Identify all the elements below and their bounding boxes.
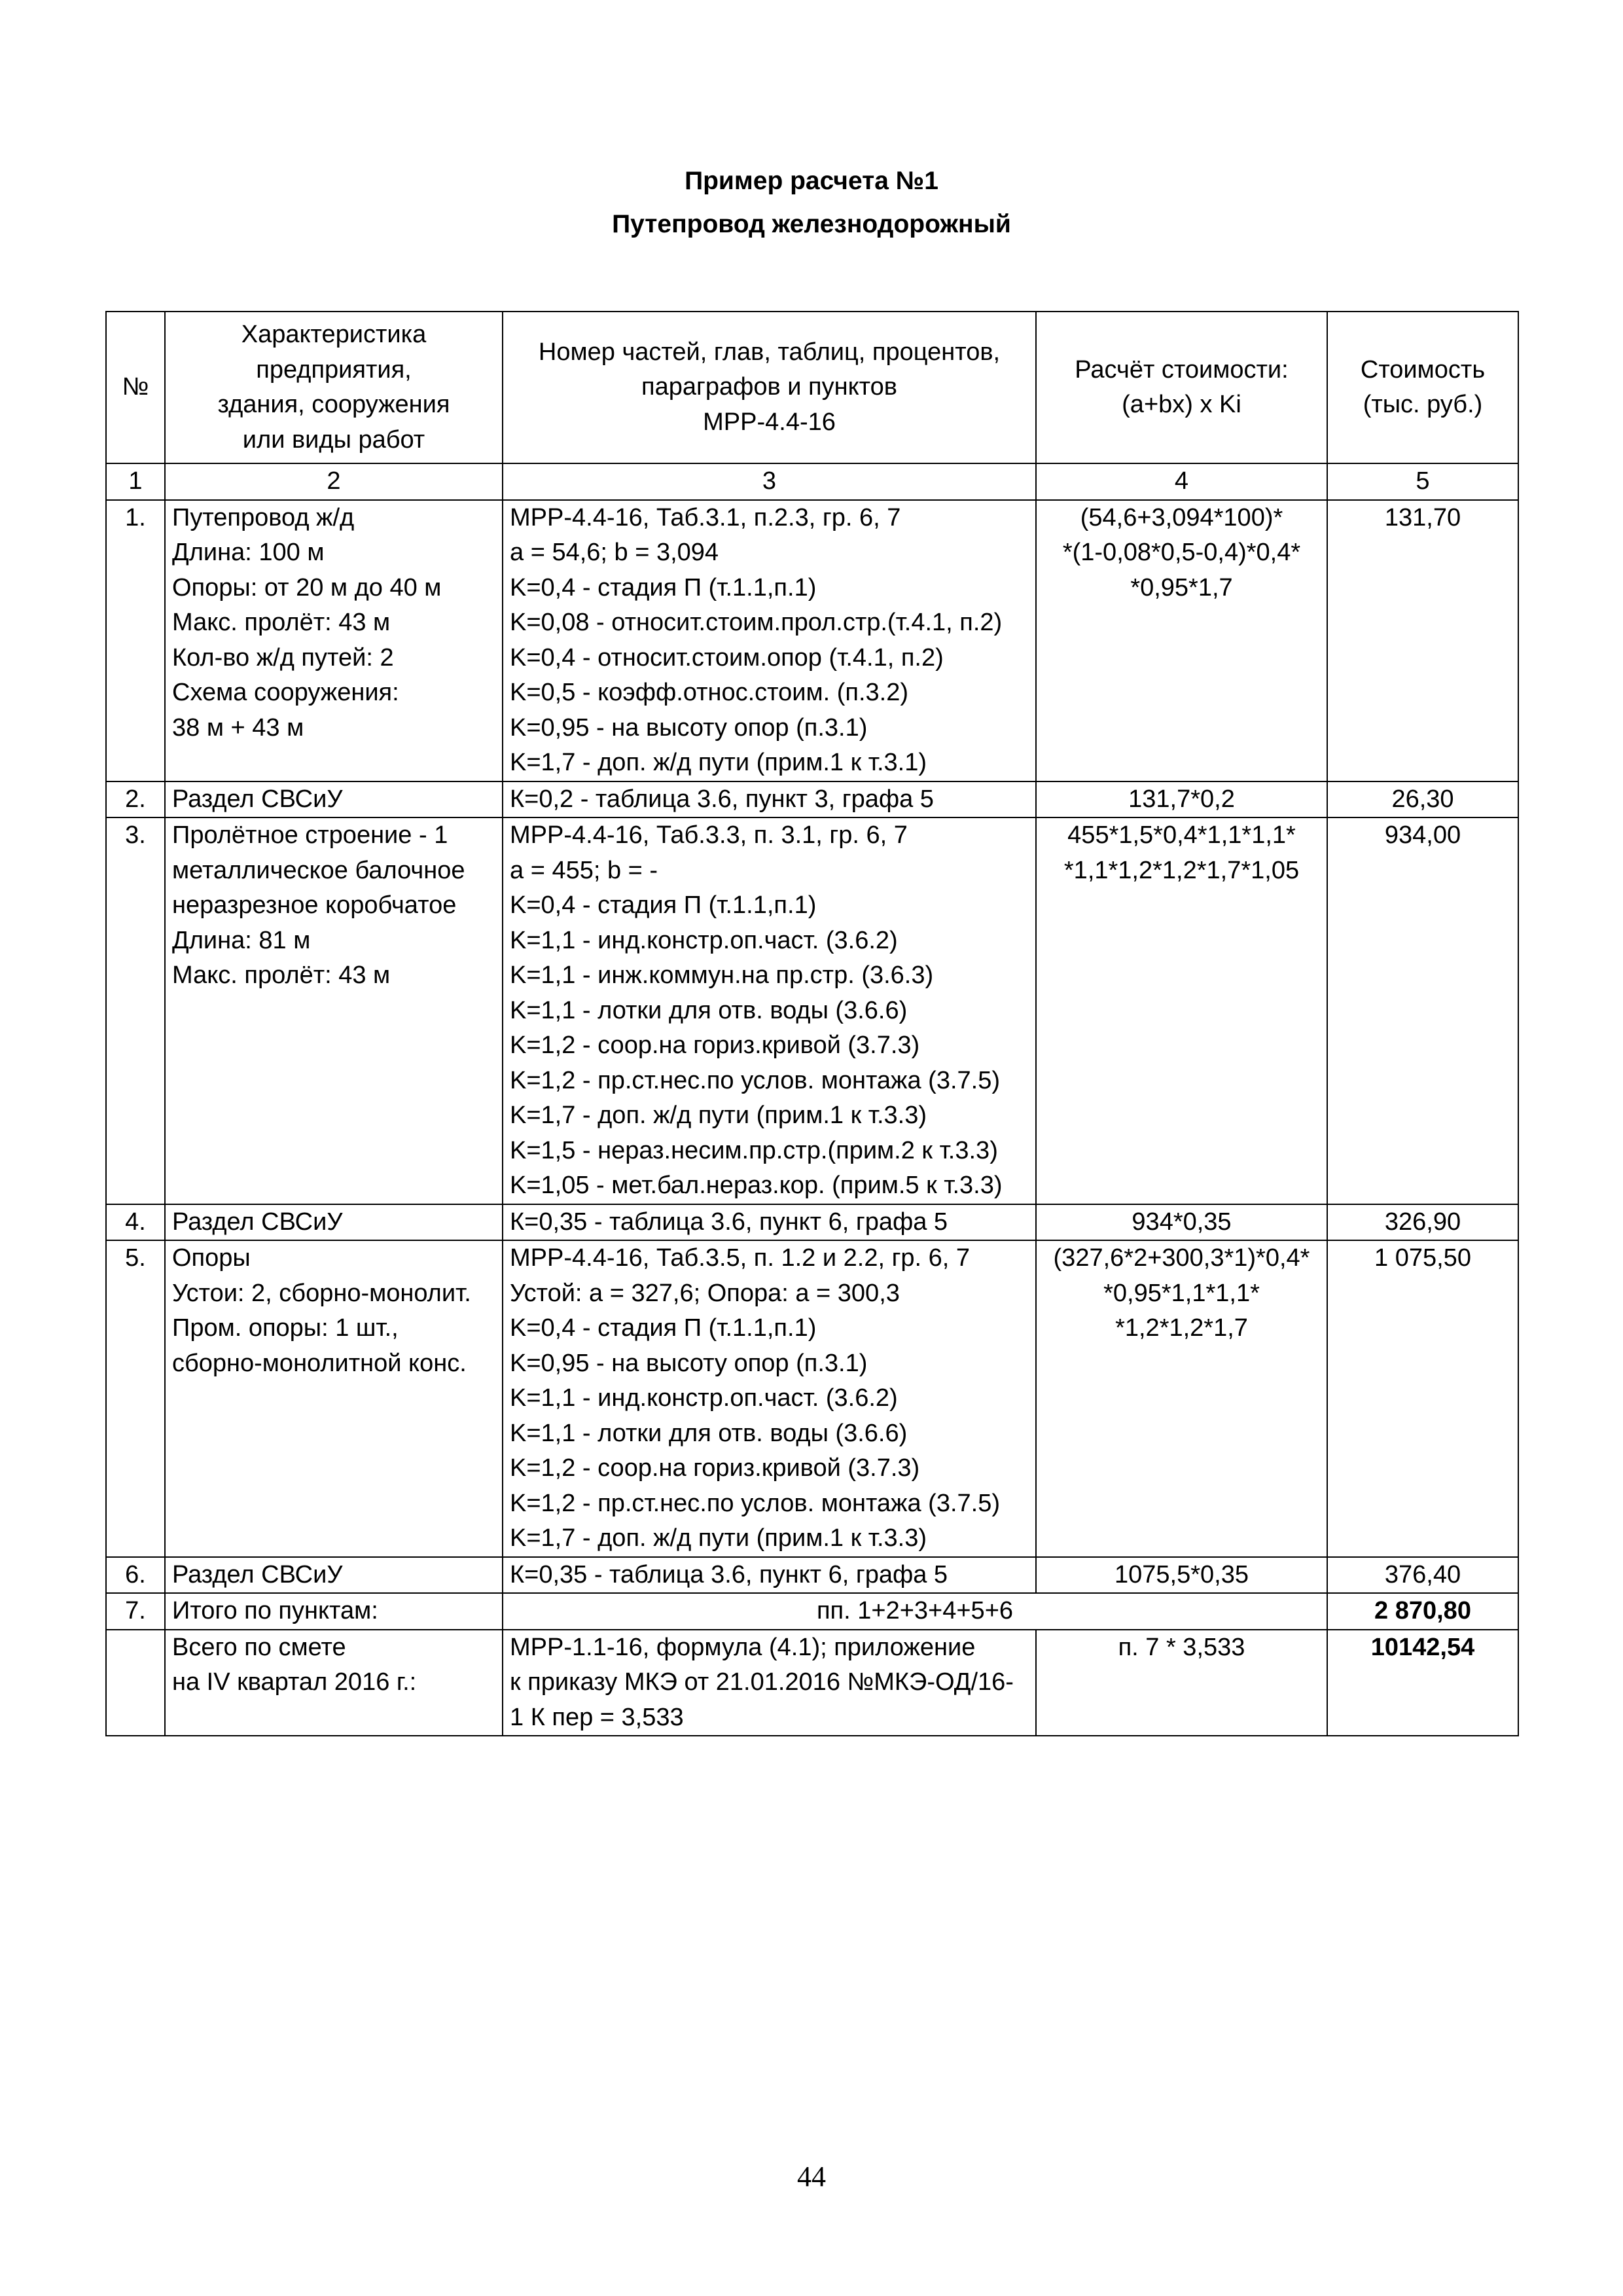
header-characteristic bbox=[165, 312, 503, 463]
row-cost: 326,90 bbox=[1327, 1204, 1518, 1241]
cell-line: K=0,4 - стадия П (т.1.1,п.1) bbox=[510, 891, 817, 919]
cell-line: Раздел СВСиУ bbox=[172, 785, 343, 813]
cell-line: K=0,95 - на высоту опор (п.3.1) bbox=[510, 713, 868, 742]
table-row bbox=[106, 1557, 1518, 1594]
cell-line: МРР-1.1-16, формула (4.1); приложение bbox=[510, 1633, 976, 1661]
cell-line: *0,95*1,7 bbox=[1130, 573, 1233, 601]
row-references bbox=[503, 817, 1036, 1204]
cell-line: K=1,7 - доп. ж/д пути (прим.1 к т.3.3) bbox=[510, 1102, 927, 1129]
table-row bbox=[106, 1204, 1518, 1241]
cell-line: К=0,35 - таблица 3.6, пункт 6, графа 5 bbox=[510, 1560, 948, 1588]
cell-line: (a+bx) x Ki bbox=[1122, 391, 1241, 418]
colnum-5: 5 bbox=[1327, 463, 1518, 500]
cell-line: к приказу МКЭ от 21.01.2016 №МКЭ-ОД/16- bbox=[510, 1668, 1014, 1696]
grand-number bbox=[106, 1630, 165, 1736]
row-description bbox=[165, 1240, 503, 1557]
cell-line: сборно-монолитной конс. bbox=[172, 1349, 467, 1377]
cell-line: Пролётное строение - 1 bbox=[172, 821, 448, 849]
row-cost: 26,30 bbox=[1327, 781, 1518, 818]
cell-line: Длина: 100 м bbox=[172, 539, 325, 566]
cell-line: 1075,5*0,35 bbox=[1115, 1560, 1249, 1588]
header-calculation bbox=[1036, 312, 1327, 463]
row-number: 3. bbox=[106, 817, 165, 1204]
cell-line: 1 К пер = 3,533 bbox=[510, 1703, 684, 1731]
cell-line: 934*0,35 bbox=[1132, 1208, 1232, 1236]
cell-line: К=0,2 - таблица 3.6, пункт 3, графа 5 bbox=[510, 785, 934, 813]
total-row bbox=[106, 1593, 1518, 1630]
table-header-row bbox=[106, 312, 1518, 463]
page-number: 44 bbox=[797, 2161, 826, 2193]
cell-line: a = 455; b = - bbox=[510, 856, 658, 884]
cell-line: *1,2*1,2*1,7 bbox=[1115, 1314, 1248, 1342]
grand-references bbox=[503, 1630, 1036, 1736]
cell-line: K=1,7 - доп. ж/д пути (прим.1 к т.3.1) bbox=[510, 749, 927, 776]
row-cost: 1 075,50 bbox=[1327, 1240, 1518, 1557]
cell-line: K=1,05 - мет.бал.нераз.кор. (прим.5 к т.3.3) bbox=[510, 1172, 1003, 1199]
cell-line: металлическое балочное bbox=[172, 856, 465, 884]
cell-line: МРР-4.4-16, Таб.3.3, п. 3.1, гр. 6, 7 bbox=[510, 821, 908, 849]
cell-line: K=0,95 - на высоту опор (п.3.1) bbox=[510, 1349, 868, 1377]
cell-line: Схема сооружения: bbox=[172, 679, 399, 706]
cell-line: 38 м + 43 м bbox=[172, 713, 304, 742]
cell-line: Макс. пролёт: 43 м bbox=[172, 609, 391, 636]
cell-line: K=0,4 - относит.стоим.опор (т.4.1, п.2) bbox=[510, 643, 944, 672]
cell-line: МРР-4.4-16, Таб.3.1, п.2.3, гр. 6, 7 bbox=[510, 503, 901, 531]
cell-line: K=1,2 - соор.на гориз.кривой (3.7.3) bbox=[510, 1454, 920, 1482]
row-number: 1. bbox=[106, 500, 165, 781]
document-title: Пример расчета №1 bbox=[685, 167, 938, 195]
colnum-1: 1 bbox=[106, 463, 165, 500]
cell-line: 131,7*0,2 bbox=[1128, 785, 1235, 813]
row-description bbox=[165, 1204, 503, 1241]
cell-line: Макс. пролёт: 43 м bbox=[172, 961, 391, 989]
grand-calculation: п. 7 * 3,533 bbox=[1036, 1630, 1327, 1736]
row-number: 2. bbox=[106, 781, 165, 818]
row-references bbox=[503, 1240, 1036, 1557]
cell-line: Опоры: от 20 м до 40 м bbox=[172, 573, 442, 601]
grand-cost: 10142,54 bbox=[1327, 1630, 1518, 1736]
row-references bbox=[503, 1557, 1036, 1594]
row-calculation bbox=[1036, 500, 1327, 781]
total-cost: 2 870,80 bbox=[1327, 1593, 1518, 1630]
table-row bbox=[106, 817, 1518, 1204]
cell-line: МРР-4.4-16, Таб.3.5, п. 1.2 и 2.2, гр. 6, 7 bbox=[510, 1244, 971, 1272]
cell-line: K=0,4 - стадия П (т.1.1,п.1) bbox=[510, 1314, 817, 1342]
row-number: 6. bbox=[106, 1557, 165, 1594]
cell-line: К=0,35 - таблица 3.6, пункт 6, графа 5 bbox=[510, 1208, 948, 1236]
cell-line: K=1,5 - нераз.несим.пр.стр.(прим.2 к т.3.3) bbox=[510, 1136, 998, 1164]
cell-line: K=0,5 - коэфф.относ.стоим. (п.3.2) bbox=[510, 679, 909, 706]
total-number: 7. bbox=[106, 1593, 165, 1630]
row-calculation bbox=[1036, 1204, 1327, 1241]
row-references bbox=[503, 500, 1036, 781]
cell-line: (327,6*2+300,3*1)*0,4* bbox=[1053, 1244, 1310, 1272]
row-cost: 131,70 bbox=[1327, 500, 1518, 781]
row-references bbox=[503, 781, 1036, 818]
cell-line: K=1,1 - лотки для отв. воды (3.6.6) bbox=[510, 996, 908, 1024]
row-description bbox=[165, 817, 503, 1204]
row-description bbox=[165, 1557, 503, 1594]
cell-line: K=1,1 - инж.коммун.на пр.стр. (3.6.3) bbox=[510, 961, 934, 989]
cell-line: Раздел СВСиУ bbox=[172, 1560, 343, 1588]
table-row bbox=[106, 500, 1518, 781]
cell-line: 455*1,5*0,4*1,1*1,1* bbox=[1067, 821, 1296, 849]
cell-line: Длина: 81 м bbox=[172, 926, 311, 954]
cell-line: Всего по смете bbox=[172, 1633, 346, 1661]
cell-line: K=1,2 - пр.ст.нес.по услов. монтажа (3.7.5) bbox=[510, 1066, 1000, 1094]
cell-line: K=0,4 - стадия П (т.1.1,п.1) bbox=[510, 573, 817, 601]
cell-line: Расчёт стоимости: bbox=[1075, 355, 1289, 384]
cell-line: K=1,2 - соор.на гориз.кривой (3.7.3) bbox=[510, 1031, 920, 1059]
cell-line: *1,1*1,2*1,2*1,7*1,05 bbox=[1063, 856, 1300, 884]
column-number-row bbox=[106, 463, 1518, 500]
cell-line: K=1,2 - пр.ст.нес.по услов. монтажа (3.7.5) bbox=[510, 1489, 1000, 1517]
row-calculation bbox=[1036, 817, 1327, 1204]
cell-line: Раздел СВСиУ bbox=[172, 1208, 343, 1236]
cell-line: Устой: a = 327,6; Опора: a = 300,3 bbox=[510, 1279, 900, 1307]
cell-line: Номер частей, глав, таблиц, процентов, bbox=[538, 338, 1001, 366]
cell-line: МРР-4.4-16 bbox=[703, 408, 836, 436]
row-description bbox=[165, 781, 503, 818]
grand-label bbox=[165, 1630, 503, 1736]
cell-line: Стоимость bbox=[1360, 355, 1486, 384]
header-references bbox=[503, 312, 1036, 463]
table-row bbox=[106, 1240, 1518, 1557]
header-number: № bbox=[106, 312, 165, 463]
row-description bbox=[165, 500, 503, 781]
cell-line: *(1-0,08*0,5-0,4)*0,4* bbox=[1062, 539, 1301, 566]
cell-line: (54,6+3,094*100)* bbox=[1080, 503, 1283, 531]
cell-line: a = 54,6; b = 3,094 bbox=[510, 539, 719, 566]
cell-line: K=0,08 - относит.стоим.прол.стр.(т.4.1, п.2) bbox=[510, 609, 1003, 636]
cell-line: K=1,1 - инд.констр.оп.част. (3.6.2) bbox=[510, 1384, 898, 1412]
cell-line: Устои: 2, сборно-монолит. bbox=[172, 1279, 471, 1307]
cell-line: K=1,1 - инд.констр.оп.част. (3.6.2) bbox=[510, 926, 898, 954]
cell-line: (тыс. руб.) bbox=[1363, 391, 1483, 418]
cell-line: на IV квартал 2016 г.: bbox=[172, 1668, 417, 1696]
colnum-2: 2 bbox=[165, 463, 503, 500]
document-subtitle: Путепровод железнодорожный bbox=[612, 210, 1011, 238]
grand-total-row bbox=[106, 1630, 1518, 1736]
cell-line: Характеристика bbox=[241, 321, 427, 348]
cell-line: Пром. опоры: 1 шт., bbox=[172, 1314, 399, 1342]
row-calculation bbox=[1036, 781, 1327, 818]
cell-line: Путепровод ж/д bbox=[172, 503, 355, 531]
row-number: 4. bbox=[106, 1204, 165, 1241]
cell-line: *0,95*1,1*1,1* bbox=[1103, 1279, 1260, 1307]
cell-line: Кол-во ж/д путей: 2 bbox=[172, 643, 394, 672]
colnum-4: 4 bbox=[1036, 463, 1327, 500]
row-references bbox=[503, 1204, 1036, 1241]
cell-line: предприятия, bbox=[256, 355, 412, 384]
row-calculation bbox=[1036, 1557, 1327, 1594]
header-cost bbox=[1327, 312, 1518, 463]
cell-line: или виды работ bbox=[242, 425, 425, 454]
row-calculation bbox=[1036, 1240, 1327, 1557]
table-row bbox=[106, 781, 1518, 818]
cell-line: K=1,7 - доп. ж/д пути (прим.1 к т.3.3) bbox=[510, 1524, 927, 1552]
total-label: Итого по пунктам: bbox=[165, 1593, 503, 1630]
cell-line: Опоры bbox=[172, 1244, 251, 1272]
colnum-3: 3 bbox=[503, 463, 1036, 500]
cell-line: K=1,1 - лотки для отв. воды (3.6.6) bbox=[510, 1419, 908, 1447]
cell-line: параграфов и пунктов bbox=[641, 373, 897, 401]
row-number: 5. bbox=[106, 1240, 165, 1557]
total-formula: пп. 1+2+3+4+5+6 bbox=[503, 1593, 1327, 1630]
cell-line: неразрезное коробчатое bbox=[172, 891, 457, 919]
calculation-table bbox=[105, 311, 1519, 1736]
cell-line: здания, сооружения bbox=[217, 391, 450, 418]
row-cost: 376,40 bbox=[1327, 1557, 1518, 1594]
row-cost: 934,00 bbox=[1327, 817, 1518, 1204]
